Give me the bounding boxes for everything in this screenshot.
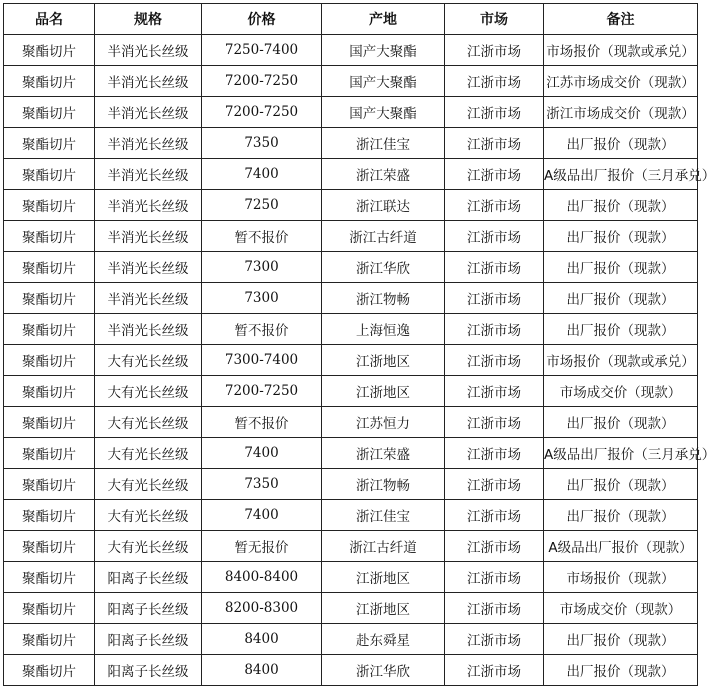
cell-price: 7400 — [202, 500, 322, 531]
table-row — [4, 314, 698, 345]
cell-origin: 上海恒逸 — [322, 314, 445, 345]
cell-remarks: A级品出厂报价（现款） — [544, 531, 698, 562]
cell-origin: 浙江荣盛 — [322, 159, 445, 190]
cell-remarks: 浙江市场成交价（现款） — [544, 97, 698, 128]
cell-market: 江浙市场 — [445, 469, 544, 500]
cell-specification: 阳离子长丝级 — [95, 624, 202, 655]
cell-price: 7200-7250 — [202, 376, 322, 407]
cell-origin: 浙江古纤道 — [322, 531, 445, 562]
cell-price: 8400 — [202, 655, 322, 686]
cell-origin: 浙江联达 — [322, 190, 445, 221]
cell-remarks: A级品出厂报价（三月承兑） — [544, 438, 698, 469]
cell-origin: 浙江华欣 — [322, 655, 445, 686]
cell-specification: 半消光长丝级 — [95, 190, 202, 221]
table-row — [4, 35, 698, 66]
cell-price: 7200-7250 — [202, 97, 322, 128]
cell-product-name: 聚酯切片 — [4, 655, 95, 686]
cell-specification: 半消光长丝级 — [95, 35, 202, 66]
cell-origin: 浙江物畅 — [322, 469, 445, 500]
cell-price: 8200-8300 — [202, 593, 322, 624]
table-row — [4, 190, 698, 221]
cell-origin: 国产大聚酯 — [322, 35, 445, 66]
cell-price: 暂不报价 — [202, 407, 322, 438]
table-row — [4, 221, 698, 252]
cell-product-name: 聚酯切片 — [4, 35, 95, 66]
cell-specification: 半消光长丝级 — [95, 66, 202, 97]
cell-market: 江浙市场 — [445, 376, 544, 407]
header-remarks: 备注 — [544, 4, 698, 35]
cell-specification: 阳离子长丝级 — [95, 593, 202, 624]
cell-product-name: 聚酯切片 — [4, 500, 95, 531]
cell-market: 江浙市场 — [445, 190, 544, 221]
cell-market: 江浙市场 — [445, 438, 544, 469]
header-row — [4, 4, 698, 35]
cell-price: 8400 — [202, 624, 322, 655]
table-row — [4, 407, 698, 438]
table-row — [4, 469, 698, 500]
header-market: 市场 — [445, 4, 544, 35]
cell-price: 7300 — [202, 283, 322, 314]
cell-specification: 半消光长丝级 — [95, 314, 202, 345]
cell-specification: 半消光长丝级 — [95, 283, 202, 314]
table-row — [4, 283, 698, 314]
table-row — [4, 500, 698, 531]
table-row — [4, 128, 698, 159]
cell-specification: 大有光长丝级 — [95, 345, 202, 376]
cell-origin: 江浙地区 — [322, 345, 445, 376]
cell-product-name: 聚酯切片 — [4, 376, 95, 407]
cell-origin: 浙江华欣 — [322, 252, 445, 283]
cell-origin: 国产大聚酯 — [322, 66, 445, 97]
cell-product-name: 聚酯切片 — [4, 345, 95, 376]
cell-price: 暂不报价 — [202, 221, 322, 252]
cell-product-name: 聚酯切片 — [4, 252, 95, 283]
cell-price: 7350 — [202, 469, 322, 500]
cell-market: 江浙市场 — [445, 531, 544, 562]
cell-product-name: 聚酯切片 — [4, 469, 95, 500]
cell-market: 江浙市场 — [445, 283, 544, 314]
cell-remarks: 出厂报价（现款） — [544, 655, 698, 686]
cell-remarks: A级品出厂报价（三月承兑） — [544, 159, 698, 190]
cell-market: 江浙市场 — [445, 314, 544, 345]
cell-specification: 大有光长丝级 — [95, 531, 202, 562]
cell-origin: 浙江佳宝 — [322, 128, 445, 159]
table-row — [4, 66, 698, 97]
cell-product-name: 聚酯切片 — [4, 97, 95, 128]
table-row — [4, 97, 698, 128]
cell-market: 江浙市场 — [445, 66, 544, 97]
header-price: 价格 — [202, 4, 322, 35]
cell-price: 7300-7400 — [202, 345, 322, 376]
cell-price: 7250-7400 — [202, 35, 322, 66]
table-row — [4, 655, 698, 686]
cell-remarks: 出厂报价（现款） — [544, 128, 698, 159]
cell-market: 江浙市场 — [445, 221, 544, 252]
table-row — [4, 252, 698, 283]
cell-market: 江浙市场 — [445, 407, 544, 438]
cell-market: 江浙市场 — [445, 655, 544, 686]
cell-remarks: 出厂报价（现款） — [544, 283, 698, 314]
cell-remarks: 市场报价（现款或承兑） — [544, 35, 698, 66]
cell-product-name: 聚酯切片 — [4, 283, 95, 314]
cell-product-name: 聚酯切片 — [4, 190, 95, 221]
cell-price: 7400 — [202, 159, 322, 190]
cell-origin: 浙江佳宝 — [322, 500, 445, 531]
cell-product-name: 聚酯切片 — [4, 128, 95, 159]
cell-market: 江浙市场 — [445, 593, 544, 624]
cell-price: 7350 — [202, 128, 322, 159]
header-origin: 产地 — [322, 4, 445, 35]
cell-market: 江浙市场 — [445, 500, 544, 531]
cell-product-name: 聚酯切片 — [4, 159, 95, 190]
cell-product-name: 聚酯切片 — [4, 624, 95, 655]
cell-market: 江浙市场 — [445, 252, 544, 283]
price-table — [3, 3, 715, 686]
cell-product-name: 聚酯切片 — [4, 562, 95, 593]
cell-price: 8400-8400 — [202, 562, 322, 593]
table-row — [4, 593, 698, 624]
cell-specification: 半消光长丝级 — [95, 97, 202, 128]
cell-origin: 江浙地区 — [322, 376, 445, 407]
cell-price: 暂无报价 — [202, 531, 322, 562]
cell-market: 江浙市场 — [445, 97, 544, 128]
table-row — [4, 438, 698, 469]
cell-remarks: 出厂报价（现款） — [544, 314, 698, 345]
cell-remarks: 出厂报价（现款） — [544, 252, 698, 283]
cell-product-name: 聚酯切片 — [4, 66, 95, 97]
cell-specification: 大有光长丝级 — [95, 500, 202, 531]
table-row — [4, 562, 698, 593]
cell-origin: 国产大聚酯 — [322, 97, 445, 128]
cell-product-name: 聚酯切片 — [4, 221, 95, 252]
table-row — [4, 376, 698, 407]
table-header — [4, 4, 698, 35]
cell-specification: 阳离子长丝级 — [95, 655, 202, 686]
cell-remarks: 出厂报价（现款） — [544, 190, 698, 221]
cell-market: 江浙市场 — [445, 159, 544, 190]
cell-remarks: 出厂报价（现款） — [544, 624, 698, 655]
cell-product-name: 聚酯切片 — [4, 593, 95, 624]
cell-price: 7200-7250 — [202, 66, 322, 97]
cell-remarks: 市场报价（现款） — [544, 562, 698, 593]
cell-specification: 大有光长丝级 — [95, 438, 202, 469]
cell-market: 江浙市场 — [445, 345, 544, 376]
cell-remarks: 出厂报价（现款） — [544, 407, 698, 438]
cell-price: 7250 — [202, 190, 322, 221]
table-body — [4, 35, 715, 686]
cell-origin: 浙江物畅 — [322, 283, 445, 314]
cell-remarks: 出厂报价（现款） — [544, 469, 698, 500]
cell-market: 江浙市场 — [445, 128, 544, 159]
cell-product-name: 聚酯切片 — [4, 438, 95, 469]
cell-remarks: 市场报价（现款或承兑） — [544, 345, 698, 376]
header-product-name: 品名 — [4, 4, 95, 35]
cell-origin: 浙江荣盛 — [322, 438, 445, 469]
table-row — [4, 531, 698, 562]
cell-price: 暂不报价 — [202, 314, 322, 345]
header-specification: 规格 — [95, 4, 202, 35]
cell-specification: 大有光长丝级 — [95, 469, 202, 500]
cell-specification: 半消光长丝级 — [95, 252, 202, 283]
cell-market: 江浙市场 — [445, 624, 544, 655]
cell-product-name: 聚酯切片 — [4, 531, 95, 562]
cell-specification: 阳离子长丝级 — [95, 562, 202, 593]
cell-specification: 大有光长丝级 — [95, 407, 202, 438]
cell-specification: 半消光长丝级 — [95, 159, 202, 190]
cell-price: 7300 — [202, 252, 322, 283]
cell-market: 江浙市场 — [445, 562, 544, 593]
cell-remarks: 江苏市场成交价（现款） — [544, 66, 698, 97]
cell-remarks: 出厂报价（现款） — [544, 500, 698, 531]
cell-specification: 半消光长丝级 — [95, 221, 202, 252]
table-row — [4, 345, 698, 376]
cell-price: 7400 — [202, 438, 322, 469]
cell-market: 江浙市场 — [445, 35, 544, 66]
cell-origin: 江苏恒力 — [322, 407, 445, 438]
cell-specification: 大有光长丝级 — [95, 376, 202, 407]
cell-origin: 赴东舜星 — [322, 624, 445, 655]
cell-specification: 半消光长丝级 — [95, 128, 202, 159]
cell-origin: 江浙地区 — [322, 593, 445, 624]
table-row — [4, 159, 698, 190]
cell-product-name: 聚酯切片 — [4, 407, 95, 438]
cell-remarks: 出厂报价（现款） — [544, 221, 698, 252]
cell-remarks: 市场成交价（现款） — [544, 376, 698, 407]
cell-remarks: 市场成交价（现款） — [544, 593, 698, 624]
cell-origin: 浙江古纤道 — [322, 221, 445, 252]
cell-origin: 江浙地区 — [322, 562, 445, 593]
table-row — [4, 624, 698, 655]
cell-product-name: 聚酯切片 — [4, 314, 95, 345]
